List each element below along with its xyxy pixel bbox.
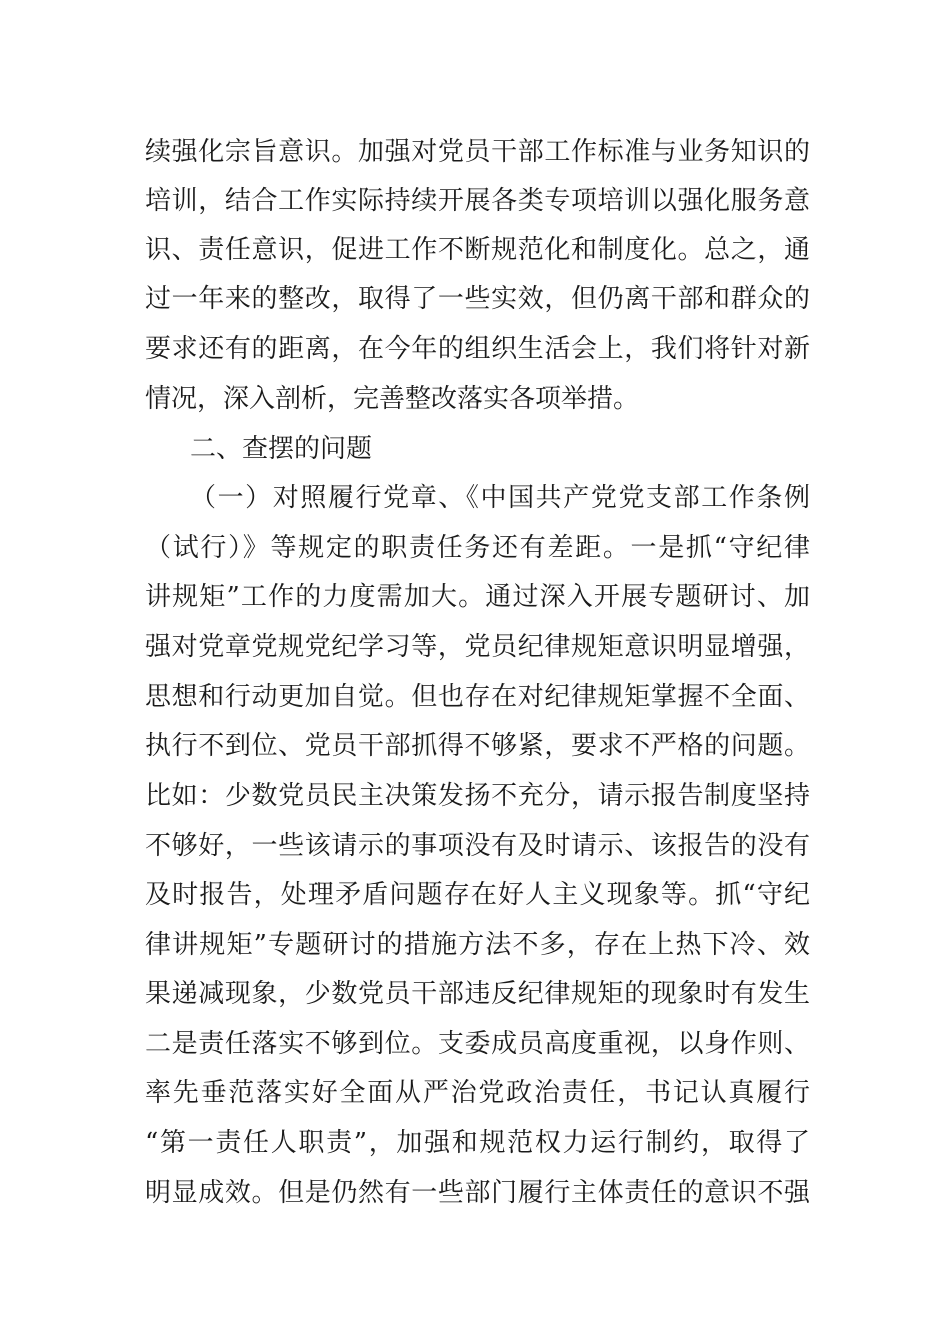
- paragraph-line: 要求还有的距离，在今年的组织生活会上，我们将针对新: [145, 334, 810, 364]
- paragraph-line: 执行不到位、党员干部抓得不够紧，要求不严格的问题。: [145, 731, 810, 761]
- paragraph-line: 明显成效。但是仍然有一些部门履行主体责任的意识不强: [145, 1178, 810, 1208]
- paragraph-line: 过一年来的整改，取得了一些实效，但仍离干部和群众的: [145, 284, 810, 314]
- paragraph-line: 果递减现象，少数党员干部违反纪律规矩的现象时有发生: [145, 979, 810, 1009]
- paragraph-line: （一）对照履行党章、《中国共产党党支部工作条例: [190, 483, 810, 513]
- paragraph-line: 续强化宗旨意识。加强对党员干部工作标准与业务知识的: [145, 137, 810, 167]
- paragraph-line: 律讲规矩”专题研讨的措施方法不多，存在上热下冷、效: [145, 930, 810, 960]
- paragraph-line: 讲规矩”工作的力度需加大。通过深入开展专题研讨、加: [145, 582, 810, 612]
- paragraph-line: 识、责任意识，促进工作不断规范化和制度化。总之，通: [145, 235, 810, 265]
- paragraph-line: 情况，深入剖析，完善整改落实各项举措。: [145, 384, 640, 414]
- paragraph-line: “第一责任人职责”，加强和规范权力运行制约，取得了: [145, 1128, 810, 1158]
- paragraph-line: （试行）》等规定的职责任务还有差距。一是抓“守纪律: [145, 533, 810, 563]
- section-heading: 二、查摆的问题: [190, 434, 373, 464]
- paragraph-line: 二是责任落实不够到位。支委成员高度重视，以身作则、: [145, 1029, 810, 1059]
- paragraph-line: 及时报告，处理矛盾问题存在好人主义现象等。抓“守纪: [145, 880, 810, 910]
- paragraph-line: 强对党章党规党纪学习等，党员纪律规矩意识明显增强，: [145, 632, 810, 662]
- paragraph-line: 思想和行动更加自觉。但也存在对纪律规矩掌握不全面、: [145, 682, 810, 712]
- paragraph-line: 培训，结合工作实际持续开展各类专项培训以强化服务意: [145, 186, 810, 216]
- paragraph-line: 率先垂范落实好全面从严治党政治责任，书记认真履行: [145, 1078, 810, 1108]
- paragraph-line: 不够好，一些该请示的事项没有及时请示、该报告的没有: [145, 831, 810, 861]
- paragraph-line: 比如：少数党员民主决策发扬不充分，请示报告制度坚持: [145, 781, 810, 811]
